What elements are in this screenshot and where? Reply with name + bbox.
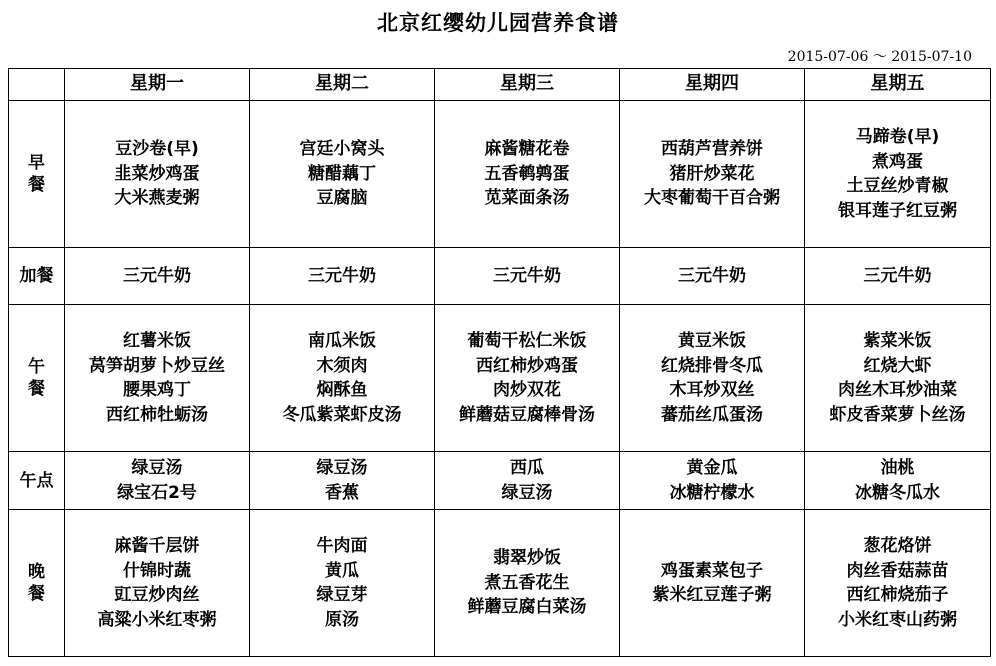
dish-item: 红烧排骨冬瓜 [661,355,763,376]
dish-item: 翡翠炒饭 [493,548,561,569]
dish-item: 鲜蘑豆腐白菜汤 [467,597,587,618]
corner-cell [9,69,65,101]
dish-item: 韭菜炒鸡蛋 [114,163,200,184]
dish-item: 油桃 [880,458,915,478]
menu-cell [805,510,991,657]
menu-cell [620,452,805,510]
dish-item: 五香鹌鹑蛋 [484,163,570,184]
dish-item: 绿豆汤 [131,458,183,478]
meal-label-text: 加餐 [19,266,54,286]
dish-item: 鸡蛋素菜包子 [661,560,763,581]
dish-item: 绿豆芽 [316,585,368,605]
meal-label [9,305,65,452]
dish-item: 大枣葡萄干百合粥 [644,188,780,209]
menu-cell [250,248,435,305]
dish-item: 鲜蘑菇豆腐棒骨汤 [459,404,595,425]
dish-item: 绿宝石2号 [117,482,197,503]
dish-item: 小米红枣山药粥 [838,609,957,630]
menu-cell [805,248,991,305]
dish-item: 宫廷小窝头 [299,139,385,160]
meal-label [9,248,65,305]
dish-item: 豆沙卷(早) [115,139,199,160]
dish-item: 莴笋胡萝卜炒豆丝 [89,355,225,376]
date-range: 2015-07-06 ～ 2015-07-10 [787,49,972,65]
dish-item: 腰果鸡丁 [123,380,191,400]
menu-cell [620,101,805,248]
day-header: 星期四 [620,69,805,101]
dish-item: 冬瓜紫菜虾皮汤 [282,404,402,425]
dish-item: 苋菜面条汤 [484,188,570,209]
menu-cell [435,248,620,305]
meal-row [9,452,991,510]
dish-item: 葡萄干松仁米饭 [467,331,587,351]
dish-item: 冰糖冬瓜水 [855,482,940,503]
menu-body [9,101,991,657]
dish-item: 红烧大虾 [863,355,932,376]
meal-label [9,101,65,248]
menu-cell [435,452,620,510]
menu-cell [620,305,805,452]
dish-item: 西红柿烧茄子 [846,585,949,605]
dish-item: 煮五香花生 [484,572,570,593]
dish-item: 银耳莲子红豆粥 [838,200,957,221]
day-header: 星期五 [805,69,991,101]
day-header: 星期二 [250,69,435,101]
meal-label [9,510,65,657]
menu-cell [805,452,991,510]
dish-item: 黄瓜 [325,560,359,581]
meal-row [9,510,991,657]
dish-item: 三元牛奶 [123,265,191,286]
dish-item: 土豆丝炒青椒 [846,176,949,196]
menu-cell [435,510,620,657]
dish-item: 三元牛奶 [678,265,746,286]
menu-table [8,68,991,657]
dish-item: 黄金瓜 [686,458,738,478]
dish-item: 南瓜米饭 [308,331,376,351]
dish-item: 麻酱千层饼 [114,536,200,556]
dish-item: 三元牛奶 [493,265,561,286]
dish-item: 葱花烙饼 [863,536,932,556]
dish-item: 糖醋藕丁 [308,163,376,184]
dish-item: 麻酱糖花卷 [484,139,570,160]
header-row [9,69,991,101]
dish-item: 肉炒双花 [493,380,561,400]
dish-item: 冰糖柠檬水 [669,482,755,503]
menu-cell [435,101,620,248]
dish-item: 西葫芦营养饼 [661,139,763,160]
dish-item: 香蕉 [325,482,359,503]
meal-label-text: 午餐 [28,357,45,399]
meal-label-text: 早餐 [28,153,45,195]
meal-row [9,248,991,305]
menu-cell [250,305,435,452]
dish-item: 木须肉 [316,355,368,376]
menu-cell [65,510,250,657]
dish-item: 西红柿炒鸡蛋 [476,355,578,376]
dish-item: 煮鸡蛋 [872,151,923,172]
dish-item: 肉丝香菇蒜苗 [846,560,949,581]
menu-cell [805,305,991,452]
menu-cell [250,510,435,657]
menu-cell [65,452,250,510]
dish-item: 绿豆汤 [501,482,553,503]
dish-item: 红薯米饭 [123,331,191,351]
dish-item: 猪肝炒菜花 [669,163,755,184]
dish-item: 高粱小米红枣粥 [97,609,217,630]
dish-item: 三元牛奶 [308,265,376,286]
dish-item: 豇豆炒肉丝 [114,585,200,605]
menu-cell [250,101,435,248]
dish-item: 蕃茄丝瓜蛋汤 [661,404,763,425]
dish-item: 焖酥鱼 [316,380,368,400]
menu-cell [805,101,991,248]
dish-item: 什锦时蔬 [123,560,191,581]
dish-item: 西红柿牡蛎汤 [106,404,208,425]
dish-item: 紫米红豆莲子粥 [652,585,772,605]
dish-item: 绿豆汤 [316,458,368,478]
dish-item: 三元牛奶 [863,265,932,286]
menu-cell [250,452,435,510]
dish-item: 马蹄卷(早) [855,127,940,147]
menu-cell [65,305,250,452]
page-title: 北京红缨幼儿园营养食谱 [377,11,619,35]
meal-row [9,305,991,452]
menu-cell [435,305,620,452]
menu-cell [620,510,805,657]
day-header: 星期一 [65,69,250,101]
dish-item: 豆腐脑 [316,188,368,209]
meal-label-text: 午点 [19,470,54,491]
dish-item: 黄豆米饭 [678,331,746,351]
meal-label [9,452,65,510]
dish-item: 牛肉面 [316,536,368,556]
menu-cell [65,248,250,305]
dish-item: 大米燕麦粥 [114,188,200,209]
dish-item: 紫菜米饭 [863,331,932,351]
dish-item: 虾皮香菜萝卜丝汤 [829,404,966,425]
menu-cell [65,101,250,248]
dish-item: 肉丝木耳炒油菜 [838,380,957,400]
meal-label-text: 晚餐 [28,562,45,604]
dish-item: 原汤 [325,609,359,630]
dish-item: 木耳炒双丝 [669,380,755,400]
dish-item: 西瓜 [510,458,544,478]
day-header: 星期三 [435,69,620,101]
menu-cell [620,248,805,305]
meal-row [9,101,991,248]
